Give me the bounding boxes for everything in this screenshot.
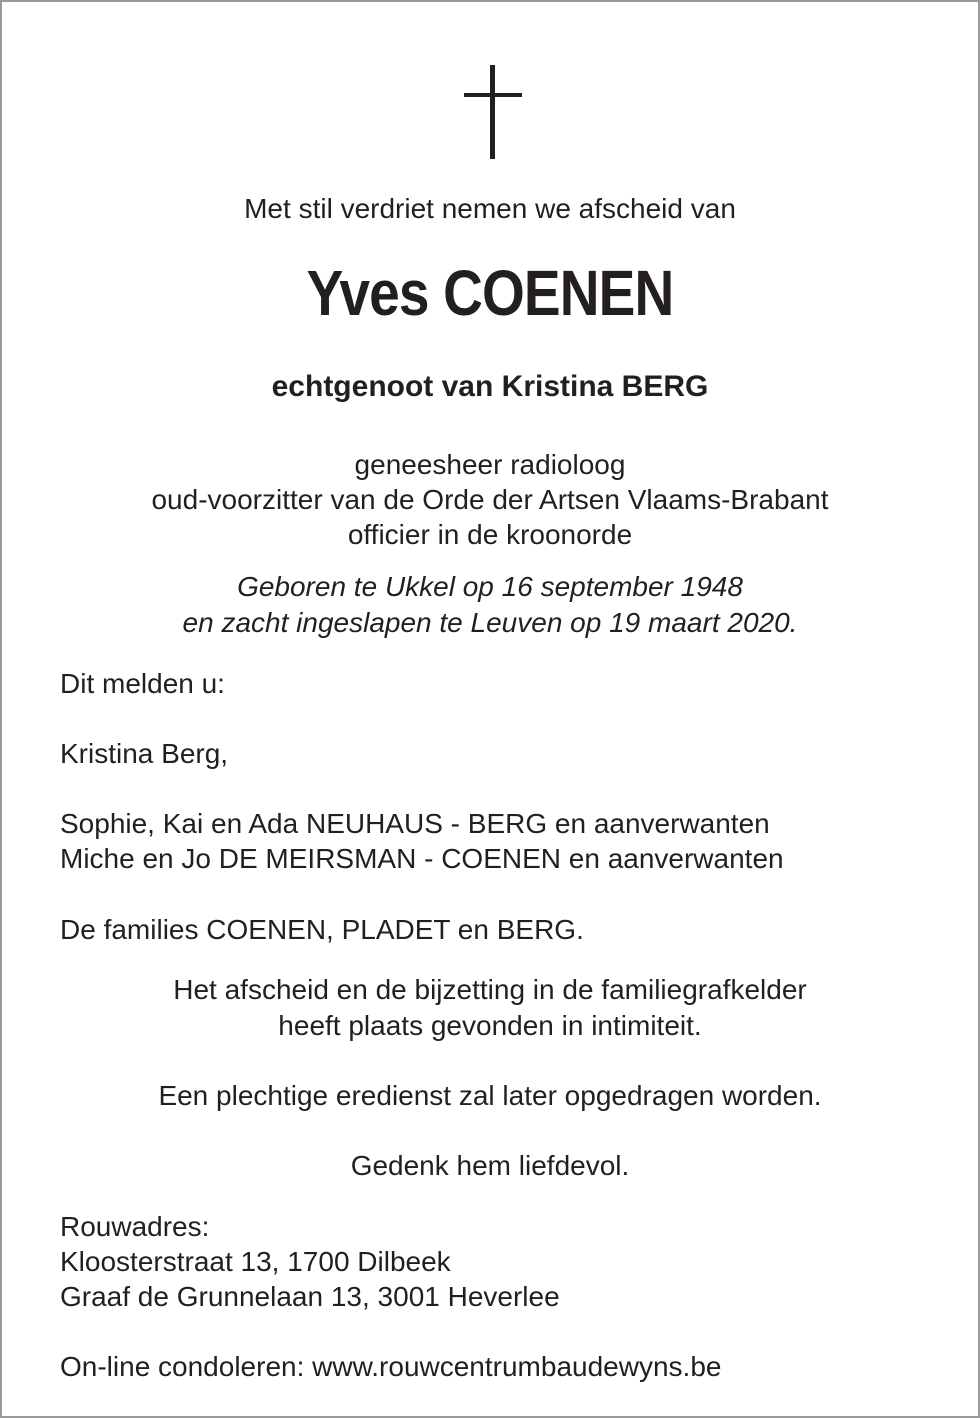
birth-line: Geboren te Ukkel op 16 september 1948 (237, 571, 743, 602)
title-line: geneesheer radioloog (354, 449, 626, 480)
online-condolence: On-line condoleren: www.rouwcentrumbaudewyns.be (60, 1351, 722, 1382)
intro-text: Met stil verdriet nemen we afscheid van (244, 193, 736, 224)
cross-icon (464, 65, 522, 159)
spouse-line: echtgenoot van Kristina BERG (271, 370, 709, 403)
announce-intro: Dit melden u: (60, 668, 225, 699)
family-line: Kristina Berg, (60, 738, 229, 769)
address-line: Graaf de Grunnelaan 13, 3001 Heverlee (60, 1281, 560, 1312)
family-line: Sophie, Kai en Ada NEUHAUS - BERG en aanverwanten (60, 808, 770, 839)
family-line: Miche en Jo DE MEIRSMAN - COENEN en aanverwanten (60, 843, 784, 874)
deceased-name: Yves COENEN (306, 257, 674, 329)
remember-text: Gedenk hem liefdevol. (350, 1150, 630, 1181)
farewell-line: Het afscheid en de bijzetting in de familiegrafkelder (173, 974, 807, 1005)
death-line: en zacht ingeslapen te Leuven op 19 maart 2020. (182, 607, 798, 638)
address-label: Rouwadres: (60, 1211, 210, 1242)
service-text: Een plechtige eredienst zal later opgedragen worden. (158, 1080, 822, 1111)
title-line: oud-voorzitter van de Orde der Artsen Vlaams-Brabant (151, 484, 829, 515)
title-line: officier in de kroonorde (347, 519, 633, 550)
address-line: Kloosterstraat 13, 1700 Dilbeek (60, 1246, 451, 1277)
farewell-line: heeft plaats gevonden in intimiteit. (278, 1010, 702, 1041)
family-line: De families COENEN, PLADET en BERG. (60, 914, 584, 945)
